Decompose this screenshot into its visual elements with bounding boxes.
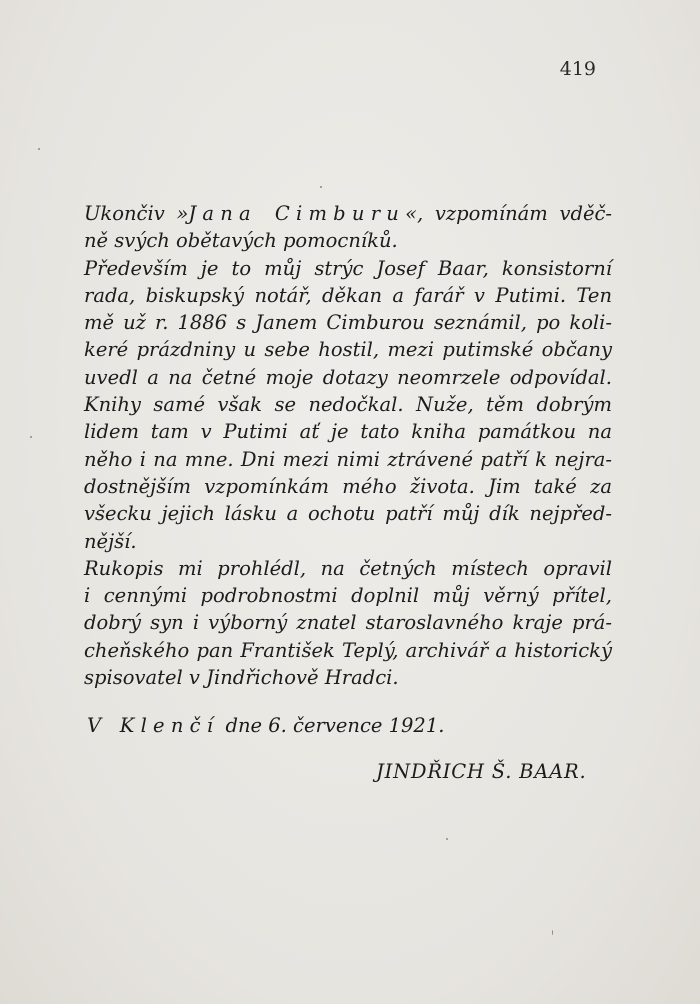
text-line: dobrý syn i výborný znatel staroslavného kraje prá- xyxy=(84,611,612,635)
text-line: uvedl a na četné moje dotazy neomrzele odpovídal. xyxy=(84,365,612,389)
text-line: Především je to můj strýc Josef Baar, konsistorní xyxy=(84,256,612,280)
text-fragment: Ukončiv » xyxy=(84,202,189,225)
text-line xyxy=(84,200,612,227)
text-line: Rukopis mi prohlédl, na četných místech opravil xyxy=(84,556,612,580)
paper-speck xyxy=(446,838,448,840)
text-line: nější. xyxy=(84,529,137,553)
text-line: spisovatel v Jindřichově Hradci. xyxy=(84,666,399,690)
text-line: rada, biskupský notář, děkan a farář v Putimi. Ten xyxy=(84,283,612,307)
date-text: dne 6. července 1921. xyxy=(219,714,445,737)
text-line: něho i na mne. Dni mezi nimi ztrávené patří k nejra- xyxy=(84,447,612,471)
text-line: všecku jejich lásku a ochotu patří můj dík nejpřed- xyxy=(84,502,612,526)
paper-speck xyxy=(30,436,32,438)
text-line: cheňského pan František Teplý, archivář a historický xyxy=(84,638,612,662)
text-line: dostnějším vzpomínkám mého života. Jim také za xyxy=(84,474,612,498)
paper-speck xyxy=(552,930,553,935)
text-line: Knihy samé však se nedočkal. Nuže, těm dobrým xyxy=(84,393,612,417)
text-line: keré prázdniny u sebe hostil, mezi putimské občany xyxy=(84,338,612,362)
text-fragment: «, vzpomínám vděč- xyxy=(405,202,612,225)
text-line: ně svých obětavých pomocníků. xyxy=(84,229,398,253)
author-signature: JINDŘICH Š. BAAR. xyxy=(376,760,587,783)
body-text xyxy=(84,200,612,691)
page-number: 419 xyxy=(559,58,596,80)
text-line: i cennými podrobnostmi doplnil můj věrný přítel, xyxy=(84,584,612,608)
text-line: mě už r. 1886 s Janem Cimburou seznámil, po koli- xyxy=(84,311,612,335)
spaced-title: Jana Cimburu xyxy=(188,202,406,225)
dateline xyxy=(87,714,444,737)
text-line: lidem tam v Putimi ať je tato kniha památkou na xyxy=(84,420,612,444)
place-name: V Klenčí xyxy=(87,714,220,737)
paper-speck xyxy=(38,148,40,150)
paper-speck xyxy=(320,186,322,188)
